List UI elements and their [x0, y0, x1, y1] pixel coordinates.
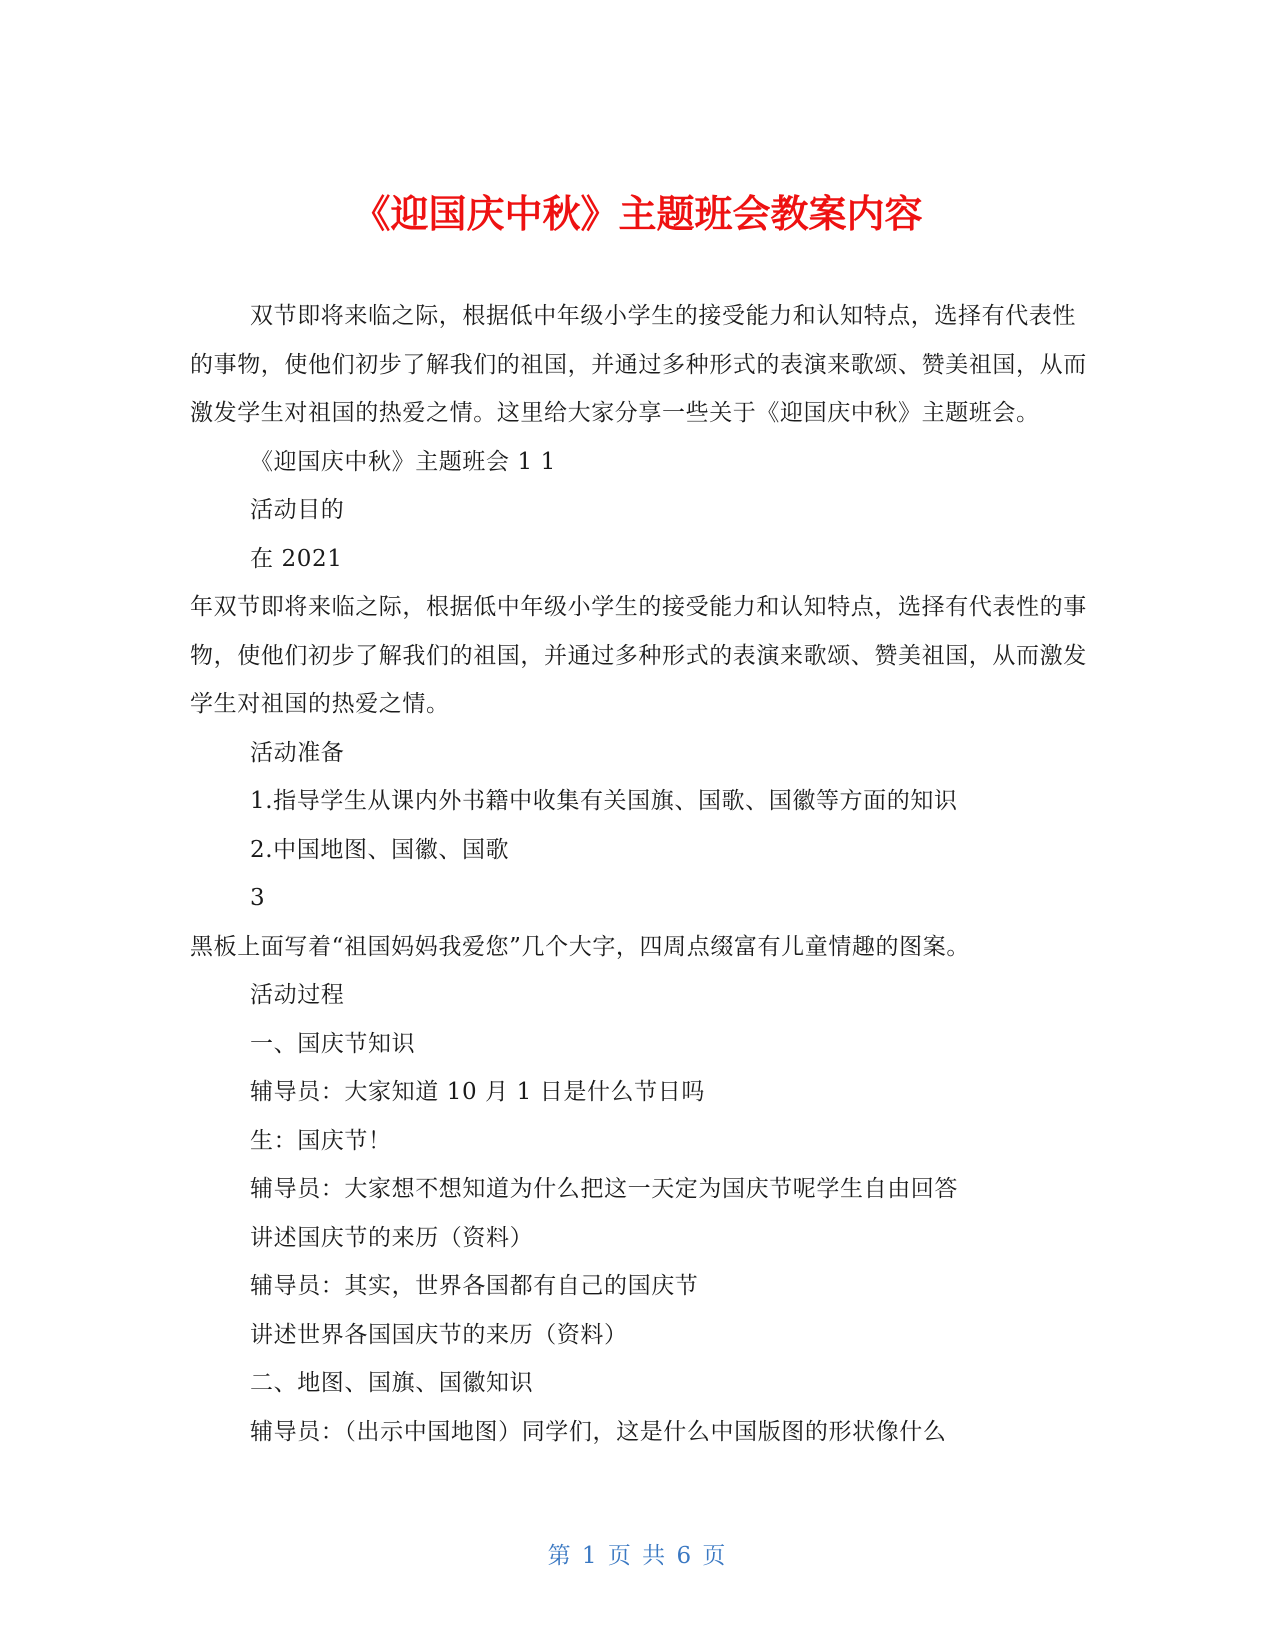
- subheading-activity-process: 活动过程: [250, 982, 345, 1008]
- dialogue-line: 辅导员：（出示中国地图）同学们，这是什么中国版图的形状像什么: [250, 1418, 947, 1445]
- paragraph-text: 黑板上面写着“祖国妈妈我爱您”几个大字，四周点缀富有儿童情趣的图案。: [190, 933, 970, 960]
- section-heading: 《迎国庆中秋》主题班会 1 1: [250, 448, 556, 475]
- paragraph-text: 年双节即将来临之际，根据低中年级小学生的接受能力和认知特点，选择有代表性的事物，使他们初步了解我们的祖国，并通过多种形式的表演来歌颂、赞美祖国，从而激发学生对祖国的热爱之情。: [190, 594, 1087, 717]
- section-item: 二、地图、国旗、国徽知识: [250, 1370, 534, 1396]
- dialogue-line: 辅导员：大家想不想知道为什么把这一天定为国庆节呢学生自由回答: [250, 1176, 958, 1202]
- paragraph-line: 在 2021: [250, 545, 343, 572]
- section-item: 一、国庆节知识: [250, 1030, 416, 1057]
- subheading-activity-goal: 活动目的: [250, 497, 345, 523]
- dialogue-line: 讲述国庆节的来历（资料）: [250, 1224, 534, 1251]
- page-title: 《迎国庆中秋》主题班会教案内容: [352, 192, 923, 237]
- list-item-number: 3: [250, 885, 266, 911]
- dialogue-line: 讲述世界各国国庆节的来历（资料）: [250, 1321, 628, 1348]
- document-body: [190, 292, 1096, 1456]
- subheading-activity-prep: 活动准备: [250, 739, 345, 766]
- page-number-footer: 第 1 页 共 6 页: [547, 1543, 728, 1569]
- dialogue-line: 生：国庆节！: [250, 1127, 392, 1154]
- dialogue-line: 辅导员：大家知道 10 月 1 日是什么节日吗: [250, 1079, 705, 1105]
- list-item: 1.指导学生从课内外书籍中收集有关国旗、国歌、国徽等方面的知识: [250, 788, 958, 814]
- intro-paragraph: 双节即将来临之际，根据低中年级小学生的接受能力和认知特点，选择有代表性的事物，使他们初步了解我们的祖国，并通过多种形式的表演来歌颂、赞美祖国，从而激发学生对祖国的热爱之情。这里给大家分享一些关于《迎国庆中秋》主题班会。: [190, 303, 1087, 426]
- list-item: 2.中国地图、国徽、国歌: [250, 836, 510, 863]
- dialogue-line: 辅导员：其实，世界各国都有自己的国庆节: [250, 1273, 699, 1299]
